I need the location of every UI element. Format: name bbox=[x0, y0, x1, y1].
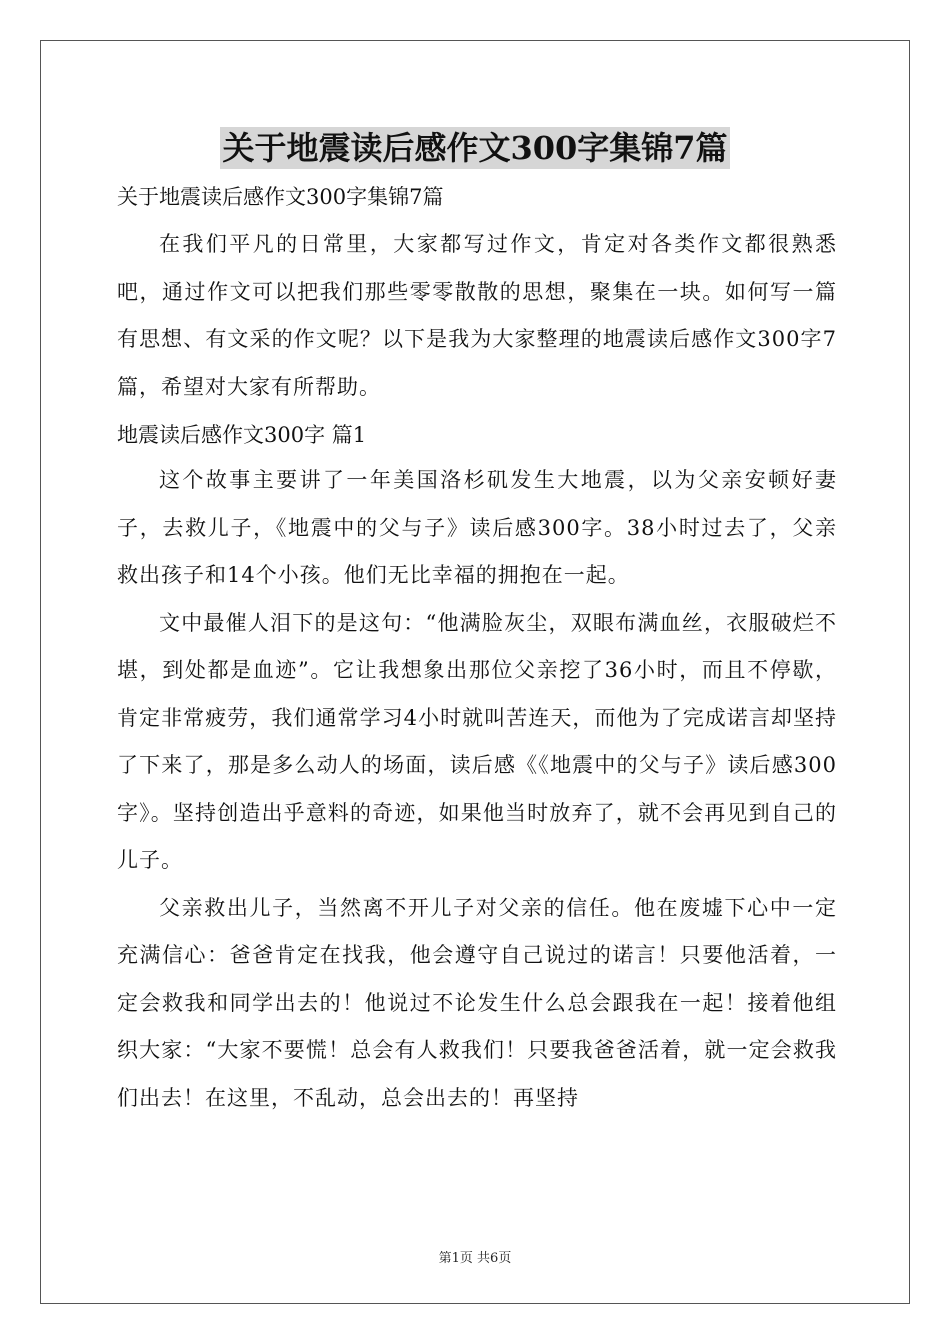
body-paragraph: 父亲救出儿子，当然离不开儿子对父亲的信任。他在废墟下心中一定充满信心：爸爸肯定在找我，他会遵守自己说过的诺言！只要他活着，一定会救我和同学出去的！他说过不论发生什么总会跟我在一起！接着他组织大家：“大家不要慌！总会有人救我们！只要我爸爸活着，就一定会救我们出去！在这里，不乱动，总会出去的！再坚持 bbox=[117, 895, 837, 1110]
title-wrap bbox=[0, 127, 950, 169]
document-title: 关于地震读后感作文300字集锦7篇 bbox=[222, 129, 728, 167]
intro-paragraph: 在我们平凡的日常里，大家都写过作文，肯定对各类作文都很熟悉吧，通过作文可以把我们那些零零散散的思想，聚集在一块。如何写一篇有思想、有文采的作文呢？以下是我为大家整理的地震读后感作文300字7篇，希望对大家有所帮助。 bbox=[117, 232, 837, 399]
document-body bbox=[117, 181, 837, 1122]
body-paragraph: 这个故事主要讲了一年美国洛杉矶发生大地震，以为父亲安顿好妻子，去救儿子，《地震中的父与子》读后感300字。38小时过去了，父亲救出孩子和14个小孩。他们无比幸福的拥抱在一起。 bbox=[117, 468, 837, 587]
body-paragraph: 文中最催人泪下的是这句：“他满脸灰尘，双眼布满血丝，衣服破烂不堪，到处都是血迹”。它让我想象出那位父亲挖了36小时，而且不停歇，肯定非常疲劳，我们通常学习4小时就叫苦连天，而他为了完成诺言却坚持了下来了，那是多么动人的场面，读后感《《地震中的父与子》读后感300字》。坚持创造出乎意料的奇迹，如果他当时放弃了，就不会再见到自己的儿子。 bbox=[117, 610, 837, 872]
page-footer: 第1页 共6页 bbox=[438, 1251, 512, 1266]
section-heading: 地震读后感作文300字 篇1 bbox=[117, 423, 367, 447]
document-subtitle: 关于地震读后感作文300字集锦7篇 bbox=[117, 185, 444, 209]
